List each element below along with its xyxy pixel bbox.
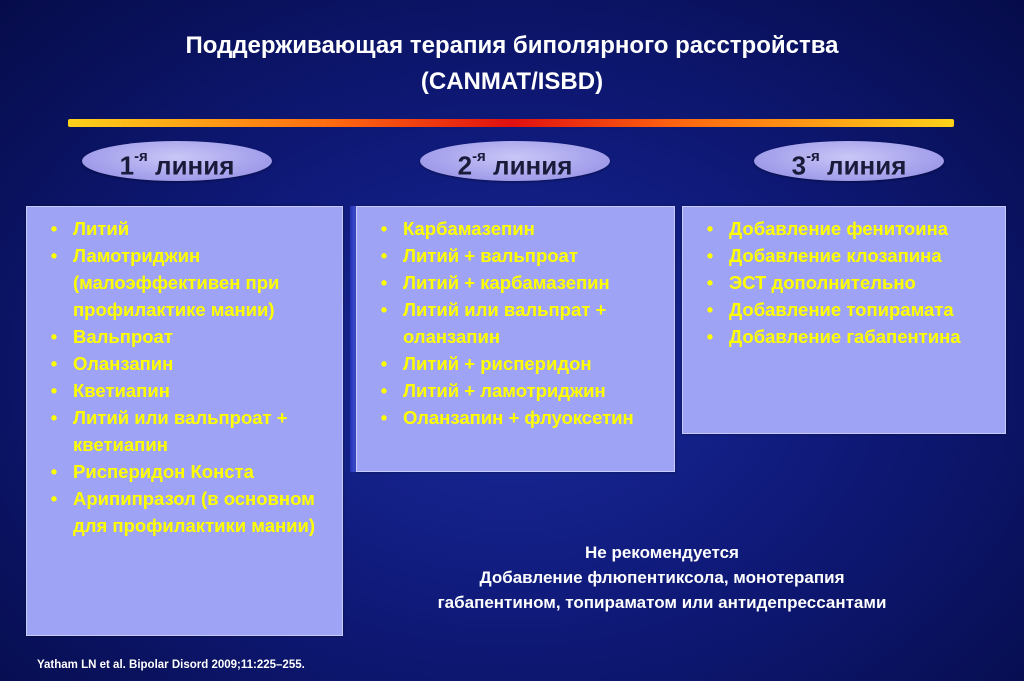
line-1-header	[82, 141, 272, 181]
bullet-icon: •	[50, 326, 58, 347]
bullet-icon: •	[380, 245, 388, 266]
list-item-text: Оланзапин	[73, 353, 174, 374]
list-item	[377, 296, 668, 350]
list-item-text: Литий + рисперидон	[403, 353, 592, 374]
list-item-text: Литий или вальпрат + оланзапин	[403, 299, 607, 347]
list-item	[703, 323, 999, 350]
list-item	[703, 215, 999, 242]
title-line-2: (CANMAT/ISBD)	[420, 68, 604, 95]
bullet-icon: •	[706, 218, 714, 239]
not-recommended-line-2: габапентином, топираматом или антидепрессантами	[437, 593, 887, 612]
list-item-text: Кветиапин	[73, 380, 170, 401]
line-1-word: линия	[155, 150, 235, 181]
bullet-icon: •	[50, 461, 58, 482]
line-2-box	[356, 206, 675, 472]
bullet-icon: •	[380, 380, 388, 401]
line-2-suffix: -я	[472, 148, 486, 165]
list-item	[47, 323, 336, 350]
list-item	[47, 404, 336, 458]
line-2-header	[420, 141, 610, 181]
list-item-text: Литий + вальпроат	[403, 245, 578, 266]
line-2-number: 2	[457, 150, 473, 181]
bullet-icon: •	[380, 272, 388, 293]
line-3-list	[683, 207, 1005, 350]
bullet-icon: •	[50, 353, 58, 374]
line-1-list	[27, 207, 342, 539]
not-recommended-note	[372, 540, 952, 615]
line-1-number: 1	[119, 150, 135, 181]
line-2-word: линия	[493, 150, 573, 181]
list-item	[47, 215, 336, 242]
list-item	[377, 215, 668, 242]
list-item-text: Рисперидон Конста	[73, 461, 254, 482]
bullet-icon: •	[50, 488, 58, 509]
bullet-icon: •	[380, 407, 388, 428]
not-recommended-line-1: Добавление флюпентиксола, монотерапия	[479, 568, 845, 587]
list-item	[377, 350, 668, 377]
list-item	[47, 242, 336, 323]
bullet-icon: •	[706, 272, 714, 293]
list-item-text: Ламотриджин (малоэффективен при профилактике мании)	[73, 245, 280, 320]
bullet-icon: •	[50, 380, 58, 401]
bullet-icon: •	[50, 245, 58, 266]
list-item-text: Карбамазепин	[403, 218, 535, 239]
bullet-icon: •	[706, 326, 714, 347]
title-line-1: Поддерживающая терапия биполярного расстройства	[185, 32, 839, 59]
line-3-suffix: -я	[806, 148, 820, 165]
title-divider	[68, 119, 954, 127]
line-1-suffix: -я	[134, 148, 148, 165]
list-item-text: Литий + ламотриджин	[403, 380, 606, 401]
bullet-icon: •	[706, 245, 714, 266]
bullet-icon: •	[50, 407, 58, 428]
list-item-text: Литий + карбамазепин	[403, 272, 610, 293]
list-item-text: Литий или вальпроат + кветиапин	[73, 407, 288, 455]
list-item-text: Литий	[73, 218, 130, 239]
list-item	[377, 377, 668, 404]
list-item	[47, 485, 336, 539]
list-item-text: Добавление габапентина	[729, 326, 961, 347]
bullet-icon: •	[380, 299, 388, 320]
list-item-text: ЭСТ дополнительно	[729, 272, 916, 293]
list-item	[703, 242, 999, 269]
line-1-box	[26, 206, 343, 636]
list-item-text: Добавление топирамата	[729, 299, 954, 320]
line-3-header	[754, 141, 944, 181]
reference-citation: Yatham LN et al. Bipolar Disord 2009;11:225–255.	[37, 659, 305, 671]
list-item	[703, 269, 999, 296]
line-3-box	[682, 206, 1006, 434]
list-item	[47, 350, 336, 377]
list-item	[703, 296, 999, 323]
bullet-icon: •	[50, 218, 58, 239]
list-item-text: Арипипразол (в основном для профилактики мании)	[73, 488, 316, 536]
list-item	[377, 404, 668, 431]
list-item-text: Вальпроат	[73, 326, 173, 347]
list-item	[47, 458, 336, 485]
bullet-icon: •	[380, 353, 388, 374]
line-3-word: линия	[827, 150, 907, 181]
bullet-icon: •	[706, 299, 714, 320]
list-item	[377, 242, 668, 269]
slide-title	[0, 28, 1024, 100]
line-3-number: 3	[791, 150, 807, 181]
list-item-text: Оланзапин + флуоксетин	[403, 407, 634, 428]
list-item-text: Добавление фенитоина	[729, 218, 949, 239]
line-2-list	[357, 207, 674, 431]
list-item	[47, 377, 336, 404]
list-item-text: Добавление клозапина	[729, 245, 942, 266]
bullet-icon: •	[380, 218, 388, 239]
not-recommended-heading: Не рекомендуется	[585, 543, 739, 562]
list-item	[377, 269, 668, 296]
